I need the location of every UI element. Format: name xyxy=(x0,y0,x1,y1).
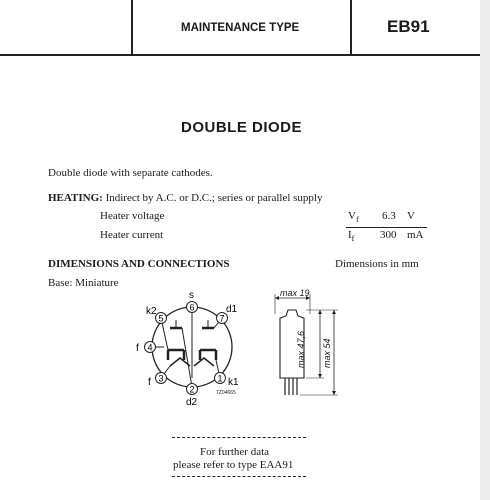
heater-voltage-value: 6.3 xyxy=(382,210,396,222)
footer-bottom-rule xyxy=(172,476,306,477)
pin-2 xyxy=(187,384,198,395)
pin-6 xyxy=(187,302,198,313)
drawing-code: 7Z04665 xyxy=(216,390,236,396)
header-divider-left xyxy=(131,0,133,55)
svg-text:7: 7 xyxy=(219,313,225,324)
type-code: EB91 xyxy=(387,17,430,36)
pin-label-d2: d2 xyxy=(186,397,198,408)
svg-text:4: 4 xyxy=(147,342,153,353)
heater-table-rule xyxy=(346,227,427,228)
pin-label-k1: k1 xyxy=(228,377,239,388)
pin-label-f-low: f xyxy=(148,377,151,388)
heater-current-unit: mA xyxy=(407,229,424,241)
heater-current-value: 300 xyxy=(380,229,397,241)
footer-line-2: please refer to type EAA91 xyxy=(173,459,294,471)
dimensions-heading: DIMENSIONS AND CONNECTIONS xyxy=(48,258,230,270)
pin-5 xyxy=(156,313,167,324)
pin-label-s: s xyxy=(189,290,194,301)
svg-text:5: 5 xyxy=(158,313,164,324)
pin-connection-diagram xyxy=(130,290,260,410)
footer-line-1: For further data xyxy=(200,446,270,458)
svg-text:1: 1 xyxy=(217,373,223,384)
heater-current-symbol: $I_f$ xyxy=(348,229,355,244)
outline-body-height-label: max 47,6 xyxy=(296,330,306,368)
base-type: Base: Miniature xyxy=(48,277,119,289)
svg-text:2: 2 xyxy=(189,384,195,395)
heater-voltage-label: Heater voltage xyxy=(100,210,165,222)
header-divider-right xyxy=(350,0,352,55)
heater-current-label: Heater current xyxy=(100,229,164,241)
intro-text: Double diode with separate cathodes. xyxy=(48,167,213,179)
pin-3 xyxy=(156,373,167,384)
pin-1 xyxy=(215,373,226,384)
pin-label-d1: d1 xyxy=(226,304,238,315)
svg-text:6: 6 xyxy=(189,302,195,313)
heater-voltage-unit: V xyxy=(407,210,415,222)
heater-voltage-symbol: $V_f$ xyxy=(348,210,359,225)
pin-label-f-left: f xyxy=(136,343,139,354)
footer-top-rule xyxy=(172,437,306,438)
outline-total-height-label: max 54 xyxy=(322,338,332,368)
heating-label: HEATING: xyxy=(48,192,103,204)
dimensions-unit-note: Dimensions in mm xyxy=(335,258,419,270)
tube-outline-drawing xyxy=(268,288,348,408)
svg-text:3: 3 xyxy=(158,373,164,384)
pin-label-k2: k2 xyxy=(146,306,157,317)
maintenance-type-label: MAINTENANCE TYPE xyxy=(181,22,300,34)
page-edge xyxy=(480,0,490,500)
pin-4 xyxy=(145,342,156,353)
header-bottom-rule xyxy=(0,54,480,56)
page-title: DOUBLE DIODE xyxy=(181,119,303,136)
heating-line xyxy=(48,192,322,204)
heating-text: Indirect by A.C. or D.C.; series or parallel supply xyxy=(105,192,323,204)
outline-width-label: max 19 xyxy=(280,288,310,298)
